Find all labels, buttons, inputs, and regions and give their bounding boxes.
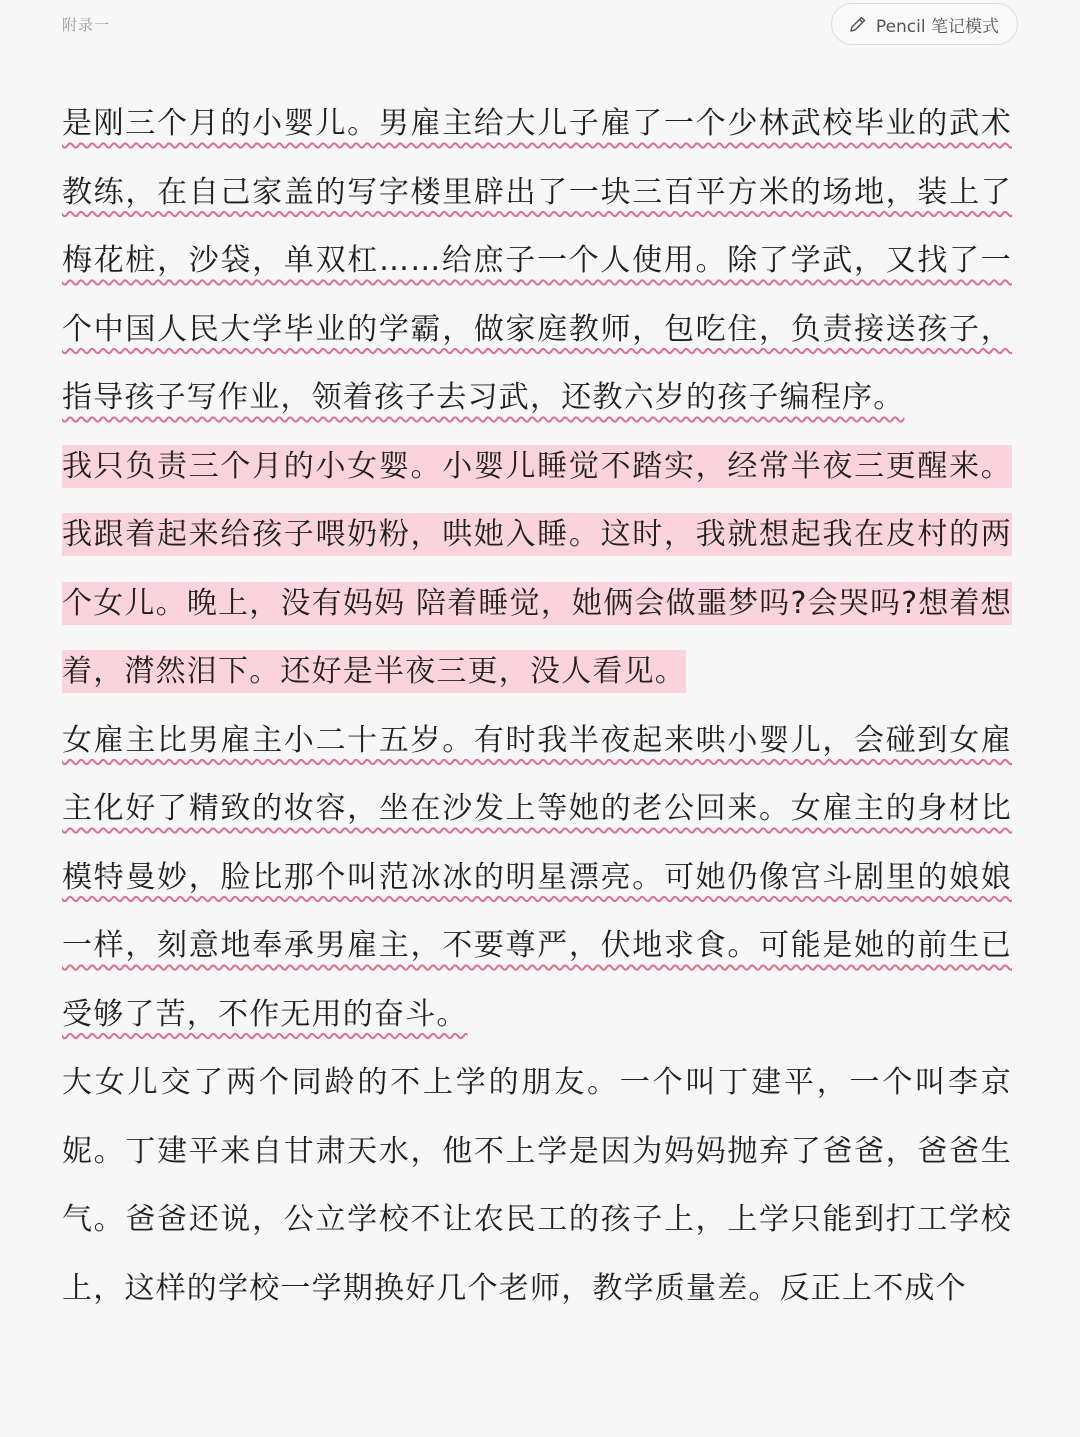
pencil-icon	[848, 14, 868, 34]
paragraph-text: 我只负责三个月的小女婴。小婴儿睡觉不踏实，经常半夜三更醒来。我跟着起来给孩子喂奶粉，哄她入睡。这时，我就想起我在皮村的两个女儿。晚上，没有妈妈 陪着睡觉，她俩会做噩梦吗?会哭吗?想着想着，潸然泪下。还好是半夜三更，没人看见。	[62, 445, 1012, 694]
pencil-mode-label: Pencil 笔记模式	[875, 16, 999, 37]
paragraph-underlined-1	[62, 90, 1012, 433]
paragraph-text: 是刚三个月的小婴儿。男雇主给大儿子雇了一个少林武校毕业的武术教练，在自己家盖的写字楼里辟出了一块三百平方米的场地，装上了梅花桩，沙袋，单双杠……给庶子一个人使用。除了学武，又找了一个中国人民大学毕业的学霸，做家庭教师，包吃住，负责接送孩子，指导孩子写作业，领着孩子去习武，还教六岁的孩子编程序。	[62, 106, 1012, 415]
pencil-mode-button[interactable]	[831, 3, 1018, 45]
section-label: 附录一	[62, 16, 111, 34]
paragraph-plain	[62, 1049, 1012, 1323]
paragraph-text: 大女儿交了两个同龄的不上学的朋友。一个叫丁建平，一个叫李京妮。丁建平来自甘肃天水，他不上学是因为妈妈抛弃了爸爸，爸爸生气。爸爸还说，公立学校不让农民工的孩子上，上学只能到打工学校上，这样的学校一学期换好几个老师，教学质量差。反正上不成个	[62, 1065, 1012, 1306]
reading-content	[62, 90, 1012, 1323]
paragraph-underlined-2	[62, 707, 1012, 1050]
paragraph-text: 女雇主比男雇主小二十五岁。有时我半夜起来哄小婴儿，会碰到女雇主化好了精致的妆容，坐在沙发上等她的老公回来。女雇主的身材比模特曼妙，脸比那个叫范冰冰的明星漂亮。可她仍像宫斗剧里的娘娘一样，刻意地奉承男雇主，不要尊严，伏地求食。可能是她的前生已受够了苦，不作无用的奋斗。	[62, 722, 1012, 1032]
paragraph-highlighted	[62, 433, 1012, 707]
top-bar	[0, 0, 1080, 60]
